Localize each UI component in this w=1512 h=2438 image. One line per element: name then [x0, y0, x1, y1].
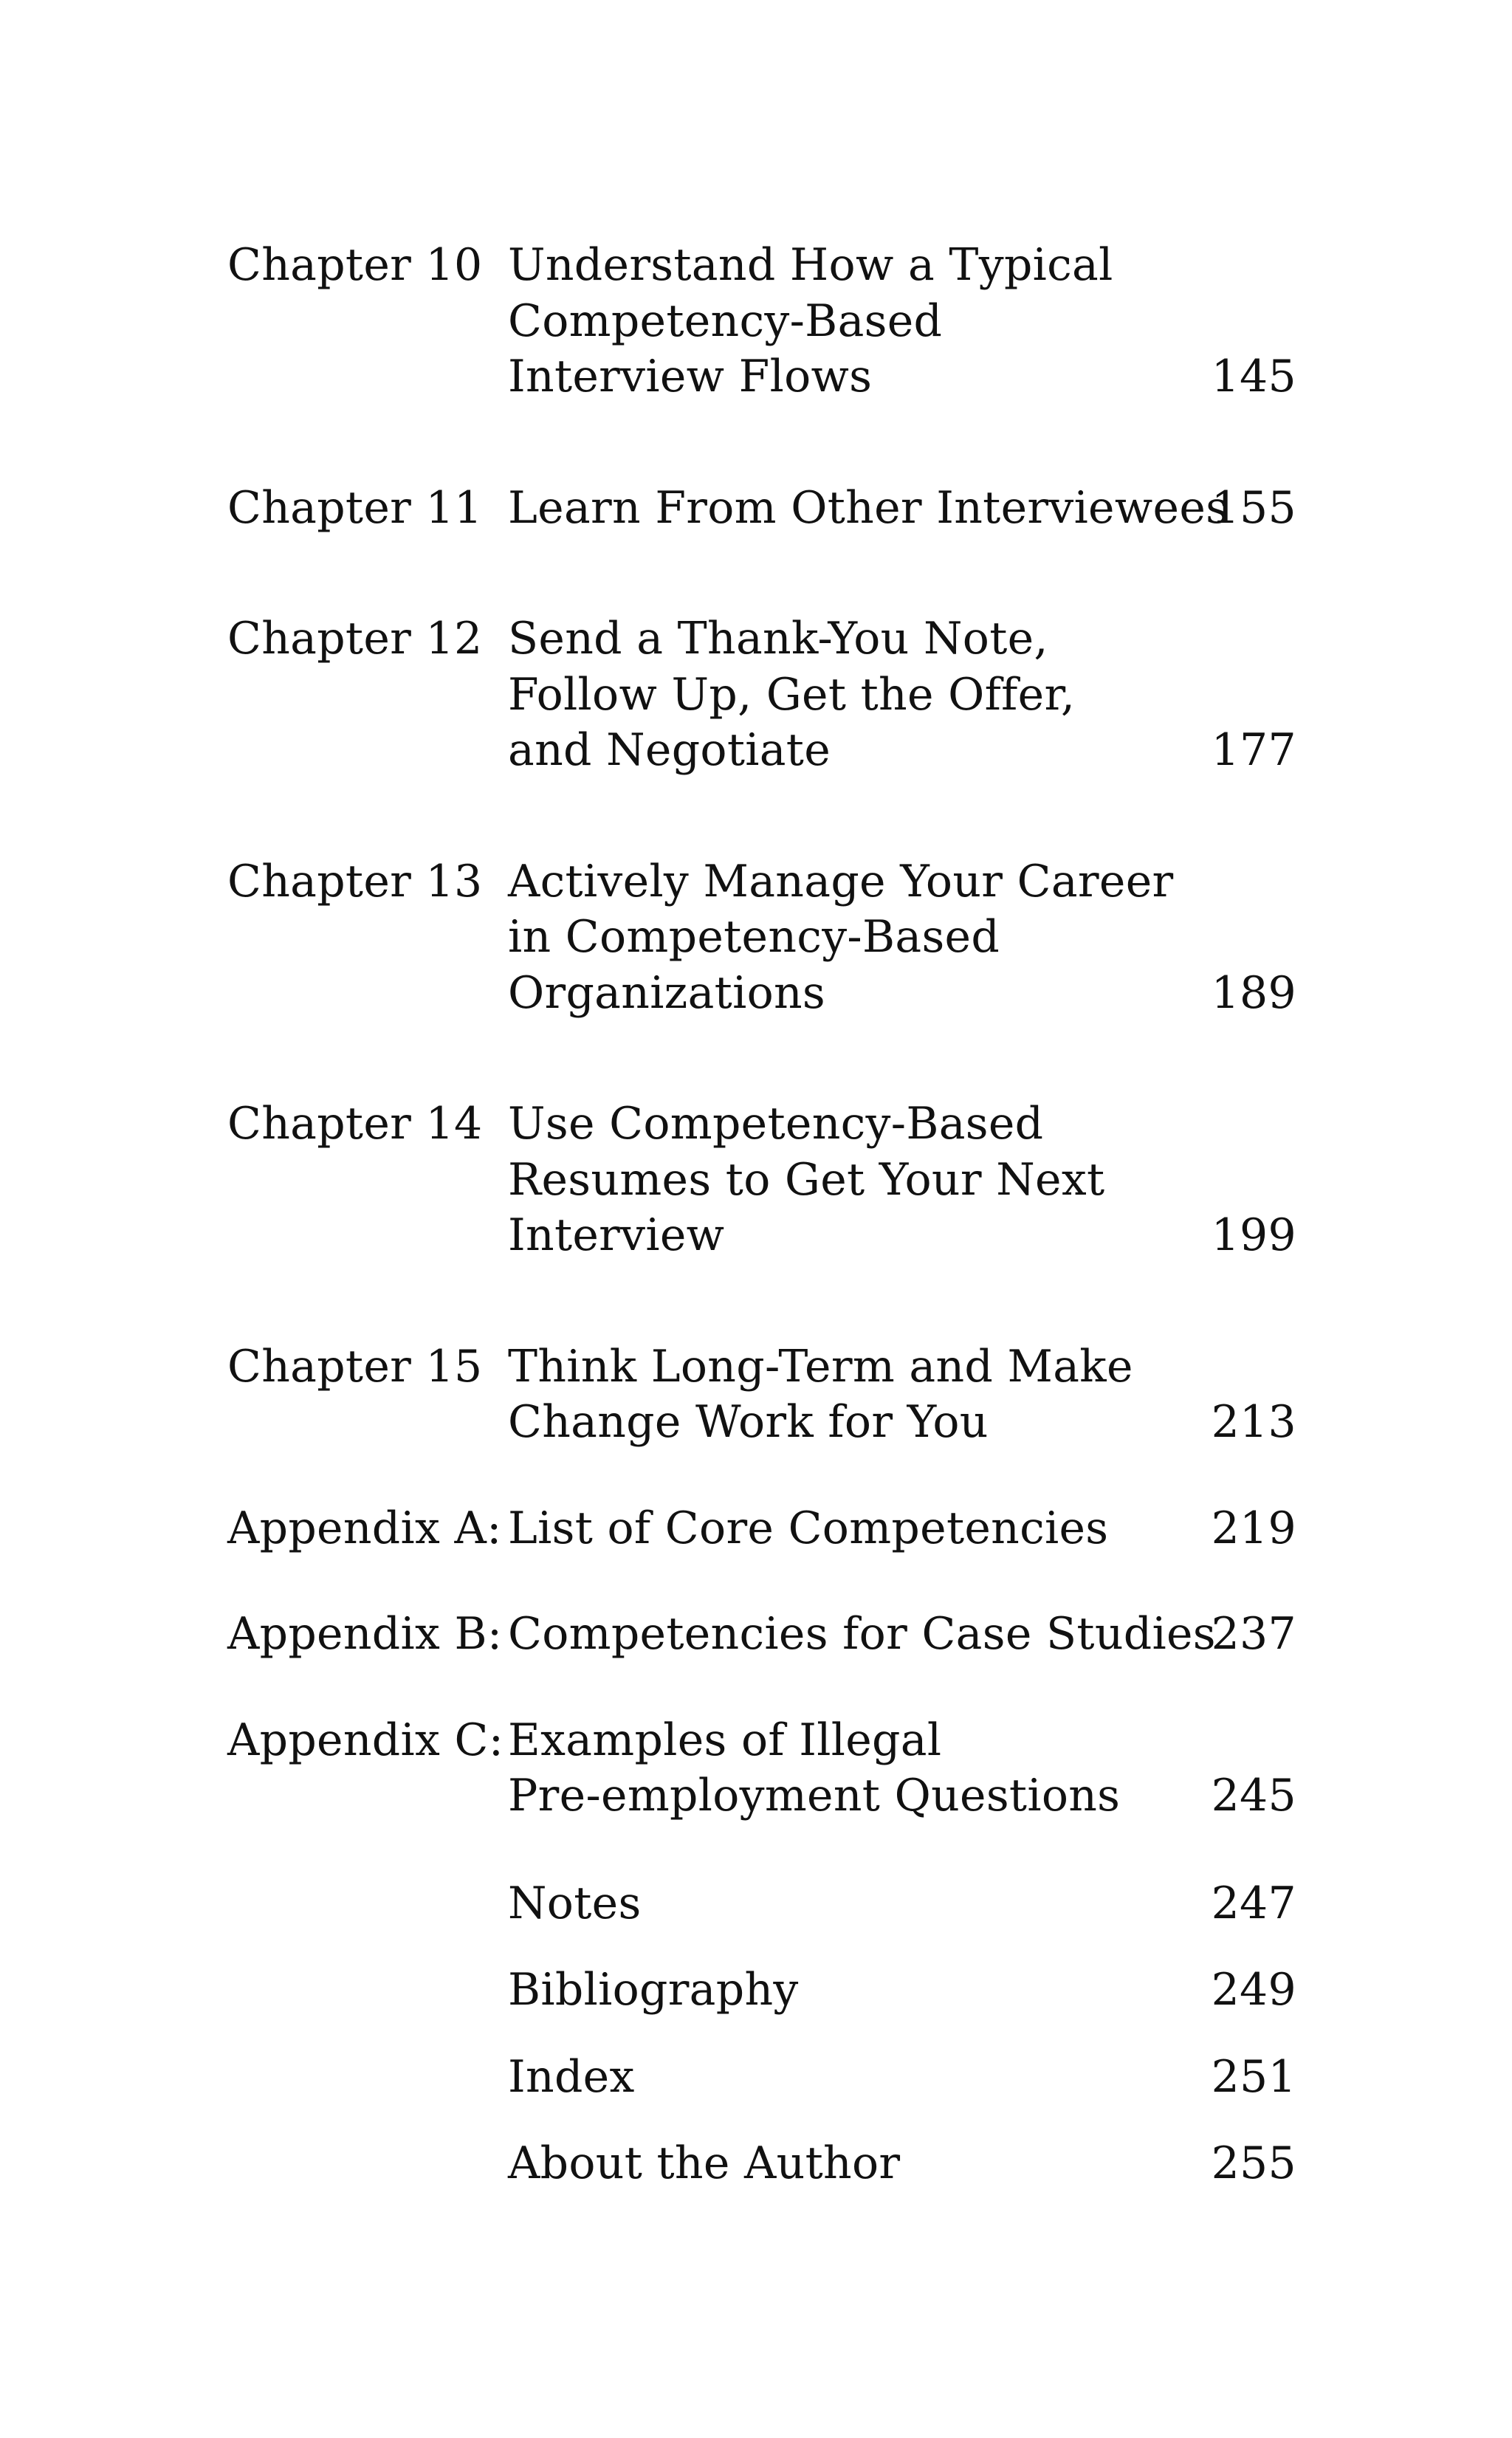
toc-entry-title: [508, 1963, 1209, 2019]
toc-title-line: Send a Thank-You Note,: [508, 613, 1048, 665]
toc-entry-title: [508, 481, 1229, 537]
toc-entry-label: Chapter 15: [227, 1340, 483, 1393]
toc-entry-label: Chapter 12: [227, 613, 483, 665]
toc-entry-chapter-13[interactable]: [227, 854, 1296, 1022]
toc-entry-title: [508, 611, 1209, 779]
toc-entry-page-number: 249: [1211, 1964, 1296, 2016]
toc-entry-label: Chapter 14: [227, 1098, 483, 1150]
toc-entry-title: [508, 1876, 1209, 1932]
toc-title-line: Bibliography: [508, 1964, 799, 2016]
toc-entry-chapter-15[interactable]: [227, 1339, 1296, 1451]
toc-entry-title: [508, 854, 1209, 1022]
toc-entry-page-number: 251: [1211, 2050, 1296, 2103]
toc-entry-label: Chapter 11: [227, 481, 483, 534]
toc-title-line: Follow Up, Get the Offer,: [508, 668, 1076, 721]
toc-entry-page-number: 199: [1211, 1209, 1296, 1261]
toc-entry-appendix-a[interactable]: [227, 1501, 1296, 1557]
toc-title-line: Think Long-Term and Make: [508, 1340, 1133, 1393]
toc-title-line: Pre-employment Questions: [508, 1770, 1121, 1821]
toc-title-line: Interview: [508, 1209, 725, 1261]
toc-entry-label: [227, 1963, 508, 2019]
toc-title-line: Notes: [508, 1877, 642, 1929]
toc-entry-chapter-12[interactable]: [227, 611, 1296, 779]
toc-entry-appendix-b[interactable]: [227, 1607, 1296, 1663]
toc-entry-title: [508, 1501, 1209, 1557]
toc-entry-page-number: 237: [1211, 1608, 1296, 1660]
toc-title-line: Examples of Illegal: [508, 1714, 942, 1766]
toc-entry-chapter-10[interactable]: [227, 238, 1296, 405]
toc-entry-appendix-c[interactable]: [227, 1713, 1296, 1824]
toc-title-line: List of Core Competencies: [508, 1502, 1109, 1554]
toc-entry-page-number: 213: [1211, 1396, 1296, 1448]
toc-entry-chapter-11[interactable]: [227, 481, 1296, 537]
toc-entry-index[interactable]: [227, 2050, 1296, 2106]
toc-entry-about-the-author[interactable]: [227, 2136, 1296, 2192]
toc-title-line: and Negotiate: [508, 724, 831, 776]
toc-title-line: About the Author: [508, 2137, 901, 2189]
toc-title-line: Interview Flows: [508, 351, 873, 402]
toc-entry-page-number: 219: [1211, 1502, 1296, 1554]
toc-entry-chapter-14[interactable]: [227, 1096, 1296, 1264]
toc-entry-title: [508, 238, 1209, 405]
toc-entry-page-number: 145: [1211, 351, 1296, 402]
toc-entry-label: Chapter 10: [227, 239, 483, 291]
toc-entry-page-number: 155: [1211, 481, 1296, 534]
toc-entry-title: [508, 1713, 1209, 1824]
toc-entry-label: Chapter 13: [227, 855, 483, 907]
toc-entry-title: [508, 1096, 1209, 1264]
toc-entry-page-number: 255: [1211, 2137, 1296, 2189]
toc-entry-label: [227, 2050, 508, 2106]
toc-entry-label: [227, 1876, 508, 1932]
toc-entry-title: [508, 2136, 1209, 2192]
table-of-contents: [227, 238, 1296, 2192]
toc-entry-label: [227, 2136, 508, 2192]
toc-title-line: Change Work for You: [508, 1396, 989, 1448]
toc-entry-label: Appendix A:: [227, 1502, 502, 1554]
toc-entry-title: [508, 1607, 1216, 1663]
toc-title-line: Understand How a Typical: [508, 239, 1113, 291]
toc-title-line: Organizations: [508, 966, 826, 1019]
toc-title-line: Index: [508, 2050, 635, 2103]
toc-entry-page-number: 177: [1211, 724, 1296, 776]
toc-entry-notes[interactable]: [227, 1876, 1296, 1932]
toc-entry-label: Appendix B:: [227, 1608, 503, 1660]
toc-title-line: in Competency-Based: [508, 911, 1000, 963]
toc-entry-page-number: 245: [1211, 1770, 1296, 1821]
toc-entry-label: Appendix C:: [227, 1714, 504, 1766]
toc-entry-title: [508, 1339, 1209, 1451]
toc-entry-page-number: 247: [1211, 1877, 1296, 1929]
toc-title-line: Actively Manage Your Career: [508, 855, 1174, 907]
toc-title-line: Use Competency-Based: [508, 1098, 1044, 1150]
toc-title-line: Resumes to Get Your Next: [508, 1153, 1105, 1206]
toc-title-line: Competency-Based: [508, 295, 943, 347]
toc-title-line: Learn From Other Interviewees: [508, 481, 1229, 534]
toc-entry-title: [508, 2050, 1209, 2106]
toc-entry-page-number: 189: [1211, 966, 1296, 1019]
toc-entry-bibliography[interactable]: [227, 1963, 1296, 2019]
toc-title-line: Competencies for Case Studies: [508, 1608, 1216, 1660]
